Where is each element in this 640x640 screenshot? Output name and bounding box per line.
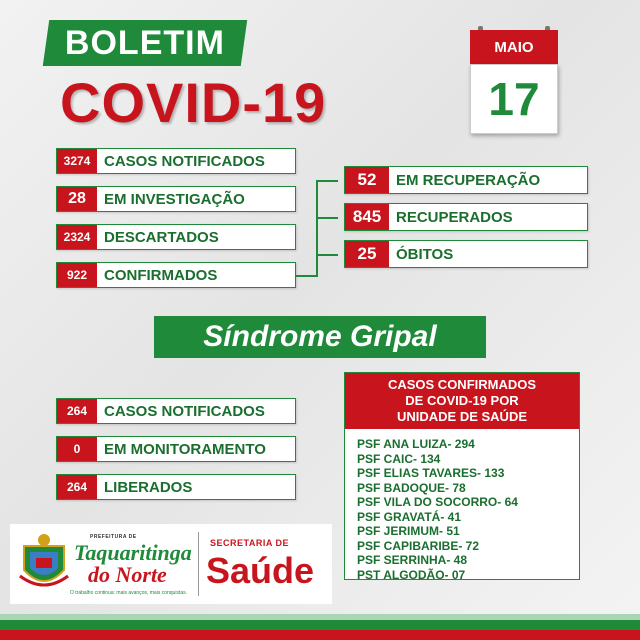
stat-value: 264 [57, 399, 97, 423]
boletim-banner [43, 20, 247, 66]
boletim-label: BOLETIM [65, 23, 225, 62]
connector-line [316, 180, 338, 182]
stat-label: LIBERADOS [104, 478, 193, 496]
sg-em-monitoramento [56, 436, 296, 462]
stat-em-recuperacao [344, 166, 588, 194]
unit-item: PSF VILA DO SOCORRO- 64 [357, 495, 518, 509]
stat-label: RECUPERADOS [396, 208, 513, 226]
stat-label: ÓBITOS [396, 245, 454, 263]
connector-line [316, 180, 318, 277]
bottom-stripe [0, 630, 640, 640]
city-crest-icon [18, 532, 70, 596]
stat-casos-notificados [56, 148, 296, 174]
prefeitura-label: PREFEITURA DE [90, 534, 137, 540]
unit-item: PSF BADOQUE- 78 [357, 480, 466, 495]
stat-label: CASOS NOTIFICADOS [104, 152, 265, 170]
sindrome-gripal-banner: Síndrome Gripal [154, 316, 486, 358]
unit-item: PSF GRAVATÁ- 41 [357, 509, 462, 524]
stat-label: DESCARTADOS [104, 228, 219, 246]
stat-label: CASOS NOTIFICADOS [104, 402, 265, 420]
stat-value: 845 [345, 204, 389, 230]
stat-value: 28 [57, 187, 97, 211]
city-name-line1: Taquaritinga [74, 540, 192, 565]
unit-item: PSF ELIAS TAVARES- 133 [357, 466, 505, 480]
unit-item: PSF CAIC- 134 [357, 451, 441, 466]
unit-item: PST ALGODÃO- 07 [357, 567, 466, 582]
units-heading-line: CASOS CONFIRMADOS [387, 377, 537, 392]
sg-casos-notificados [56, 398, 296, 424]
bottom-stripe [0, 620, 640, 630]
stat-value: 0 [57, 437, 97, 461]
units-heading [345, 373, 579, 429]
calendar-day: 17 [470, 64, 558, 134]
stat-value: 264 [57, 475, 97, 499]
footer-logos [10, 524, 332, 604]
units-heading-line: DE COVID-19 POR [405, 393, 519, 408]
stat-value: 52 [345, 167, 389, 193]
stat-value: 2324 [57, 225, 97, 249]
unit-item: PSF ANA LUIZA- 294 [357, 437, 475, 451]
connector-line [316, 217, 338, 219]
city-slogan: O trabalho continua: mais avanços, mais conquistas. [70, 590, 188, 596]
stat-value: 3274 [57, 149, 97, 173]
connector-line [316, 254, 338, 256]
units-heading-line: UNIDADE DE SAÚDE [396, 409, 527, 424]
saude-logo-text: Saúde [206, 550, 315, 591]
stat-label: EM RECUPERAÇÃO [396, 171, 541, 189]
stat-descartados [56, 224, 296, 250]
stat-em-investigacao [56, 186, 296, 212]
page-title: COVID-19 [60, 71, 327, 134]
stat-label: CONFIRMADOS [104, 266, 218, 284]
unit-item: PSF JERIMUM- 51 [357, 524, 460, 538]
units-list [345, 429, 579, 582]
stat-value: 922 [57, 263, 97, 287]
stat-obitos [344, 240, 588, 268]
stat-value: 25 [345, 241, 389, 267]
city-name-line2: do Norte [88, 562, 167, 587]
calendar-month: MAIO [470, 30, 558, 64]
stat-recuperados [344, 203, 588, 231]
footer-divider [198, 532, 199, 596]
calendar-icon [470, 30, 558, 134]
stat-label: EM INVESTIGAÇÃO [104, 190, 245, 208]
secretaria-label: SECRETARIA DE [210, 538, 290, 548]
stat-label: EM MONITORAMENTO [104, 440, 266, 458]
unit-item: PSF SERRINHA- 48 [357, 553, 468, 567]
units-panel [344, 372, 580, 580]
stat-confirmados [56, 262, 296, 288]
sg-liberados [56, 474, 296, 500]
connector-line [296, 275, 316, 277]
unit-item: PSF CAPIBARIBE- 72 [357, 538, 480, 553]
